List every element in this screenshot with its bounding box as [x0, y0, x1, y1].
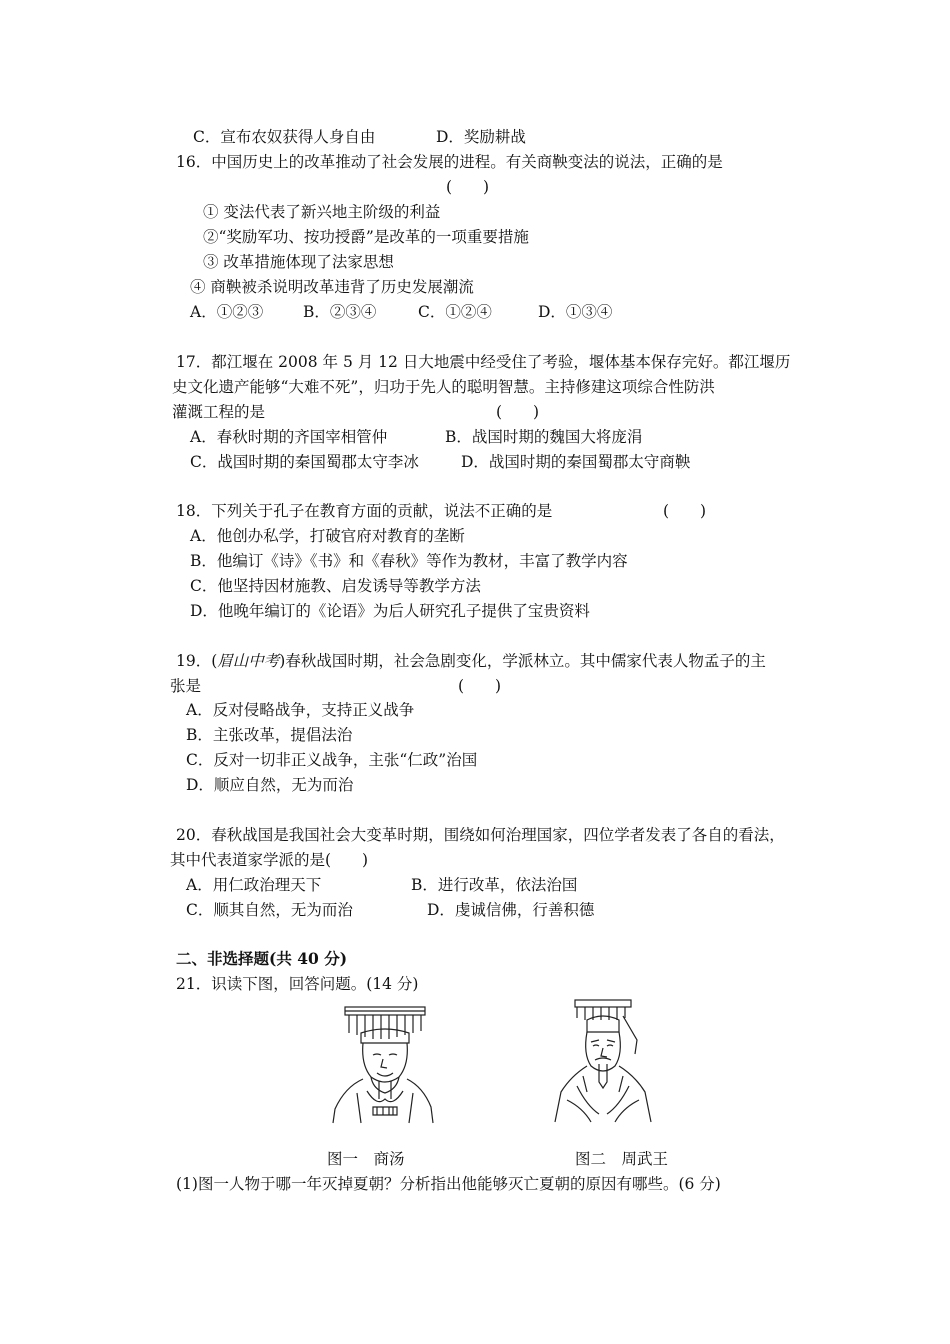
q17-option-c: C．战国时期的秦国蜀郡太守李冰 [190, 453, 419, 471]
q19-option-c: C．反对一切非正义战争，主张“仁政”治国 [186, 751, 478, 769]
q20-stem-line2: 其中代表道家学派的是( ) [170, 851, 369, 869]
q16-option-a: A．①②③ [190, 303, 264, 321]
q16-item-4: ④ 商鞅被杀说明改革违背了历史发展潮流 [190, 278, 474, 296]
q19-blank: ( ) [458, 677, 502, 695]
q18-option-b: B．他编订《诗》《书》和《春秋》等作为教材，丰富了教学内容 [190, 552, 628, 570]
q18-blank: ( ) [663, 502, 707, 520]
q19-option-d: D．顺应自然，无为而治 [186, 776, 354, 794]
q16-option-d: D．①③④ [538, 303, 613, 321]
q16-item-2: ②“奖励军功、按功授爵”是改革的一项重要措施 [203, 228, 529, 246]
q19-stem-line1 [176, 651, 766, 671]
q21-subquestion-1: (1)图一人物于哪一年灭掉夏朝？分析指出他能够灭亡夏朝的原因有哪些。(6 分) [176, 1175, 721, 1193]
q20-option-d: D．虔诚信佛，行善积德 [427, 901, 595, 919]
q20-option-c: C．顺其自然，无为而治 [186, 901, 353, 919]
q19-number: 19．( [176, 652, 218, 670]
q19-option-b: B．主张改革，提倡法治 [186, 726, 353, 744]
section-2-title: 二、非选择题(共 40 分) [176, 949, 348, 968]
q16-option-c: C．①②④ [418, 303, 492, 321]
q17-option-d: D．战国时期的秦国蜀郡太守商鞅 [461, 453, 691, 471]
q19-option-a: A．反对侵略战争，支持正义战争 [186, 701, 415, 719]
q17-option-b: B．战国时期的魏国大将庞涓 [445, 428, 643, 446]
fig2-caption: 图二 周武王 [575, 1150, 669, 1168]
q16-blank: ( ) [446, 178, 490, 196]
q17-option-a: A．春秋时期的齐国宰相管仲 [190, 428, 388, 446]
portrait-zhou-wu-wang [547, 996, 659, 1126]
q15-option-d: D．奖励耕战 [436, 128, 526, 146]
q20-stem-line1: 20．春秋战国是我国社会大变革时期，围绕如何治理国家，四位学者发表了各自的看法， [176, 826, 785, 844]
q18-option-d: D．他晚年编订的《论语》为后人研究孔子提供了宝贵资料 [190, 602, 590, 620]
q17-stem-line2: 史文化遗产能够“大难不死”，归功于先人的聪明智慧。主持修建这项综合性防洪 [172, 378, 715, 396]
q19-stem-text: )春秋战国时期，社会急剧变化，学派林立。其中儒家代表人物孟子的主 [279, 652, 766, 670]
q17-stem-line3: 灌溉工程的是 [172, 403, 266, 421]
fig1-caption: 图一 商汤 [327, 1150, 405, 1168]
q18-option-c: C．他坚持因材施教、启发诱导等教学方法 [190, 577, 481, 595]
q18-stem: 18．下列关于孔子在教育方面的贡献，说法不正确的是 [176, 502, 553, 520]
q19-stem-line2: 张是 [170, 677, 202, 695]
q17-stem-line1: 17．都江堰在 2008 年 5 月 12 日大地震中经受住了考验，堰体基本保存完好。都江堰历 [176, 353, 791, 371]
q17-blank: ( ) [496, 403, 540, 421]
q20-option-a: A．用仁政治理天下 [186, 876, 322, 894]
q19-source: 眉山中考 [217, 652, 280, 670]
q18-option-a: A．他创办私学，打破官府对教育的垄断 [190, 527, 465, 545]
portrait-shang-tang [327, 1003, 439, 1125]
q15-option-c: C．宣布农奴获得人身自由 [193, 128, 376, 146]
q20-option-b: B．进行改革，依法治国 [411, 876, 578, 894]
q16-stem: 16．中国历史上的改革推动了社会发展的进程。有关商鞅变法的说法，正确的是 [176, 153, 723, 171]
q16-item-1: ① 变法代表了新兴地主阶级的利益 [203, 203, 441, 221]
q21-stem: 21．识读下图，回答问题。(14 分) [176, 975, 419, 993]
q16-option-b: B．②③④ [303, 303, 377, 321]
q16-item-3: ③ 改革措施体现了法家思想 [203, 253, 394, 271]
